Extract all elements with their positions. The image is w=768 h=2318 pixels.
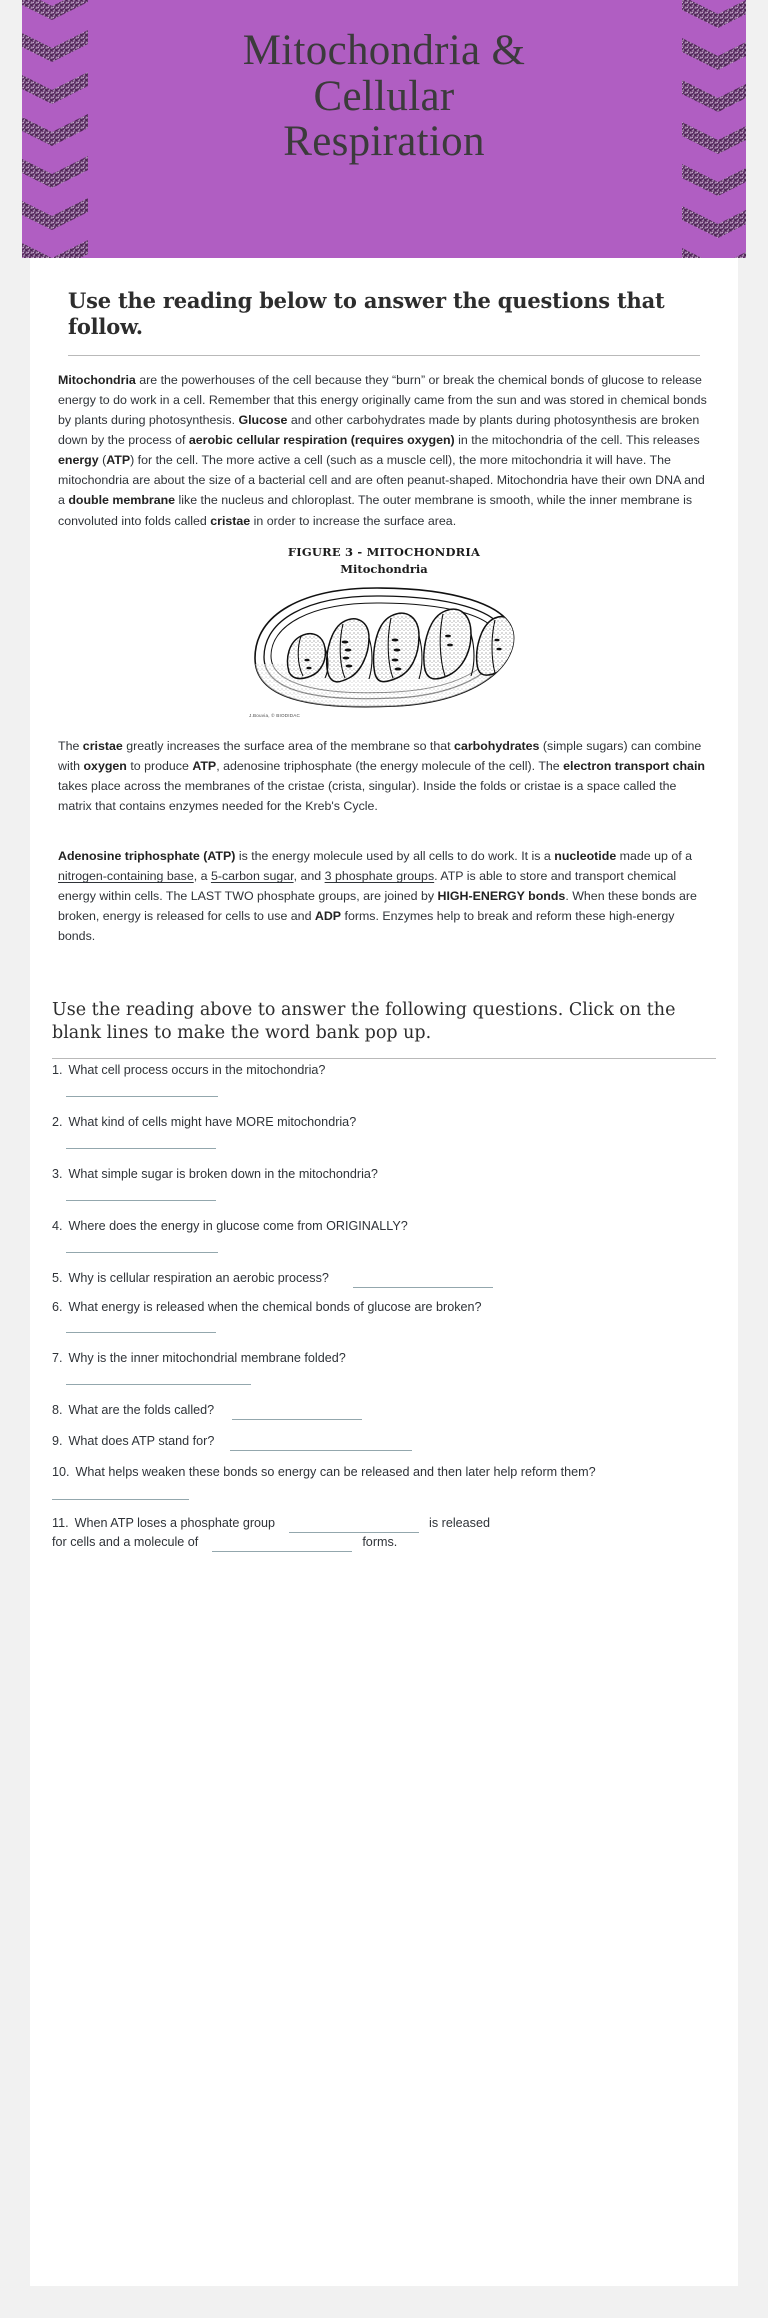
passage-paragraph-1 [58,370,710,531]
question-text: What energy is released when the chemical bonds of glucose are broken? [68,1299,482,1314]
question-item-9 [52,1432,716,1451]
question-text: What does ATP stand for? [68,1434,215,1449]
answer-blank-2[interactable] [66,1148,216,1149]
question-text-part-4: forms. [362,1534,398,1549]
answer-blank-9[interactable] [230,1437,412,1451]
term-glucose: Glucose [238,413,288,428]
term-cristae-2: cristae [82,738,123,753]
chevron-pattern-left [22,0,94,258]
answer-blank-10[interactable] [52,1486,189,1500]
term-adp: ADP [314,909,342,924]
figure-subcaption: Mitochondria [340,561,428,576]
answer-blank-4[interactable] [66,1252,218,1253]
mitochondria-diagram-image [245,580,523,720]
passage-text: made up of a [616,849,692,864]
passage-paragraph-2 [58,736,710,816]
answer-blank-8[interactable] [232,1406,362,1420]
question-number: 5. [52,1270,63,1285]
passage-text: . When these bonds are broken, energy is released for cells to use and [58,889,697,924]
passage-text: is the energy molecule used by all cells to do work. It is a [235,849,555,864]
passage-text: , and [293,869,325,884]
answer-blank-6[interactable] [66,1332,216,1333]
term-atp-2: ATP [192,758,217,773]
question-item-4 [52,1217,716,1253]
questions-heading: Use the reading above to answer the following questions. Click on the blank lines to make the word bank pop up. [52,999,676,1044]
figure-caption: FIGURE 3 - MITOCHONDRIA [287,544,481,559]
question-number: 2. [52,1114,63,1129]
heading-divider [68,355,700,356]
questions-section [30,999,738,1552]
question-text: What are the folds called? [68,1403,215,1418]
question-number: 9. [52,1434,63,1449]
passage-text: ( [98,453,107,468]
question-text-part-3: for cells and a molecule of [52,1534,199,1549]
question-item-5 [52,1269,716,1288]
question-number: 3. [52,1166,63,1181]
page-title-line-3: Respiration [283,118,485,166]
chevron-pattern-right [676,0,746,258]
question-item-7 [52,1349,716,1385]
answer-blank-3[interactable] [66,1200,216,1201]
reading-section [30,288,738,356]
term-5-carbon-sugar: 5-carbon sugar [210,869,294,884]
question-item-2 [52,1113,716,1149]
reading-heading: Use the reading below to answer the questions that follow. [68,288,665,340]
term-aerobic-respiration: aerobic cellular respiration (requires oxygen) [188,433,455,448]
term-mitochondria: Mitochondria [58,372,136,387]
question-number: 11. [52,1516,69,1530]
mitochondria-figure [58,545,710,720]
page-title-line-2: Cellular [313,72,455,120]
question-number: 10. [52,1465,70,1480]
passage-paragraph-3 [58,846,710,946]
question-number: 1. [52,1063,63,1078]
answer-blank-11b[interactable] [212,1538,352,1552]
passage-text: like the nucleus and chloroplast. The outer membrane is smooth, while the inner membrane is convoluted into folds called [58,493,693,528]
question-text: Where does the energy in glucose come from ORIGINALLY? [68,1218,408,1233]
term-carbohydrates: carbohydrates [454,738,540,753]
passage-text: takes place across the membranes of the cristae (crista, singular). Inside the folds or cristae is a space called the matrix that contains enzymes needed for the Kreb's Cycle. [58,778,677,813]
passage-text: and other carbohydrates made by plants during photosynthesis are broken down by the process of [58,413,700,448]
question-item-3 [52,1165,716,1201]
passage-text: in order to increase the surface area. [250,513,457,528]
passage-text: (simple sugars) can combine with [58,738,702,773]
question-item-8 [52,1401,716,1420]
answer-blank-11a[interactable] [289,1519,419,1533]
question-number: 4. [52,1218,63,1233]
question-text: What helps weaken these bonds so energy can be released and then later help reform them? [75,1465,596,1480]
question-item-10 [52,1463,716,1500]
term-oxygen: oxygen [83,758,127,773]
question-text-part-1: When ATP loses a phosphate group [74,1516,276,1530]
term-high-energy-bonds: HIGH-ENERGY bonds [437,889,566,904]
answer-blank-7[interactable] [66,1384,251,1385]
passage-text: . ATP is able to store and transport chemical energy within cells. The LAST TWO phosphate groups, are joined by [58,869,677,904]
question-item-1 [52,1061,716,1097]
worksheet-card [30,258,738,2286]
passage-text: are the powerhouses of the cell because they “burn” or break the chemical bonds of glucose to release energy to do work in a cell. Remember that this energy originally came from the sun and was stored in chemical bonds by plants during photosynthesis. [58,372,707,428]
question-text-part-2: is released [429,1516,490,1530]
term-3-phosphate-groups: 3 phosphate groups [324,869,435,884]
question-text: Why is the inner mitochondrial membrane folded? [68,1351,346,1366]
question-number: 8. [52,1403,63,1418]
term-adenosine-triphosphate: Adenosine triphosphate (ATP) [58,849,236,864]
page-header-banner [22,0,746,258]
term-double-membrane: double membrane [68,493,176,508]
figure-credit: J.Bouvia, © BIODIDAC [249,712,301,718]
passage-text: to produce [126,758,193,773]
question-number: 7. [52,1351,63,1366]
passage-text: in the mitochondria of the cell. This releases [454,433,700,448]
question-number: 6. [52,1299,63,1314]
question-text: What kind of cells might have MORE mitochondria? [68,1114,357,1129]
answer-blank-1[interactable] [66,1096,218,1097]
question-text: What cell process occurs in the mitochondria? [68,1063,326,1078]
term-energy: energy [58,453,99,468]
term-cristae: cristae [210,513,251,528]
page-title-line-1: Mitochondria & [242,27,526,74]
question-item-11 [52,1514,716,1552]
term-atp: ATP [106,453,131,468]
question-text: Why is cellular respiration an aerobic process? [68,1270,329,1285]
question-text: What simple sugar is broken down in the mitochondria? [68,1166,378,1181]
question-list [52,1061,716,1552]
passage-text: ) for the cell. The more active a cell (such as a muscle cell), the more mitochondria it will have. The mitochondria are about the size of a bacterial cell and are often peanut-shaped. Mitochondria have their own DNA and a [58,453,705,508]
term-nucleotide: nucleotide [554,849,617,864]
passage-text: forms. Enzymes help to break and reform these high-energy bonds. [58,909,675,944]
term-nitrogen-base: nitrogen-containing base [58,869,194,884]
passage-text: , adenosine triphosphate (the energy molecule of the cell). The [216,758,564,773]
question-item-6 [52,1298,716,1334]
answer-blank-5[interactable] [353,1274,493,1288]
page-title [102,28,666,165]
passage-text: The [58,738,83,753]
term-electron-transport-chain: electron transport chain [563,758,705,773]
passage-text: greatly increases the surface area of the membrane so that [122,738,455,753]
passage-text: , a [193,869,211,884]
